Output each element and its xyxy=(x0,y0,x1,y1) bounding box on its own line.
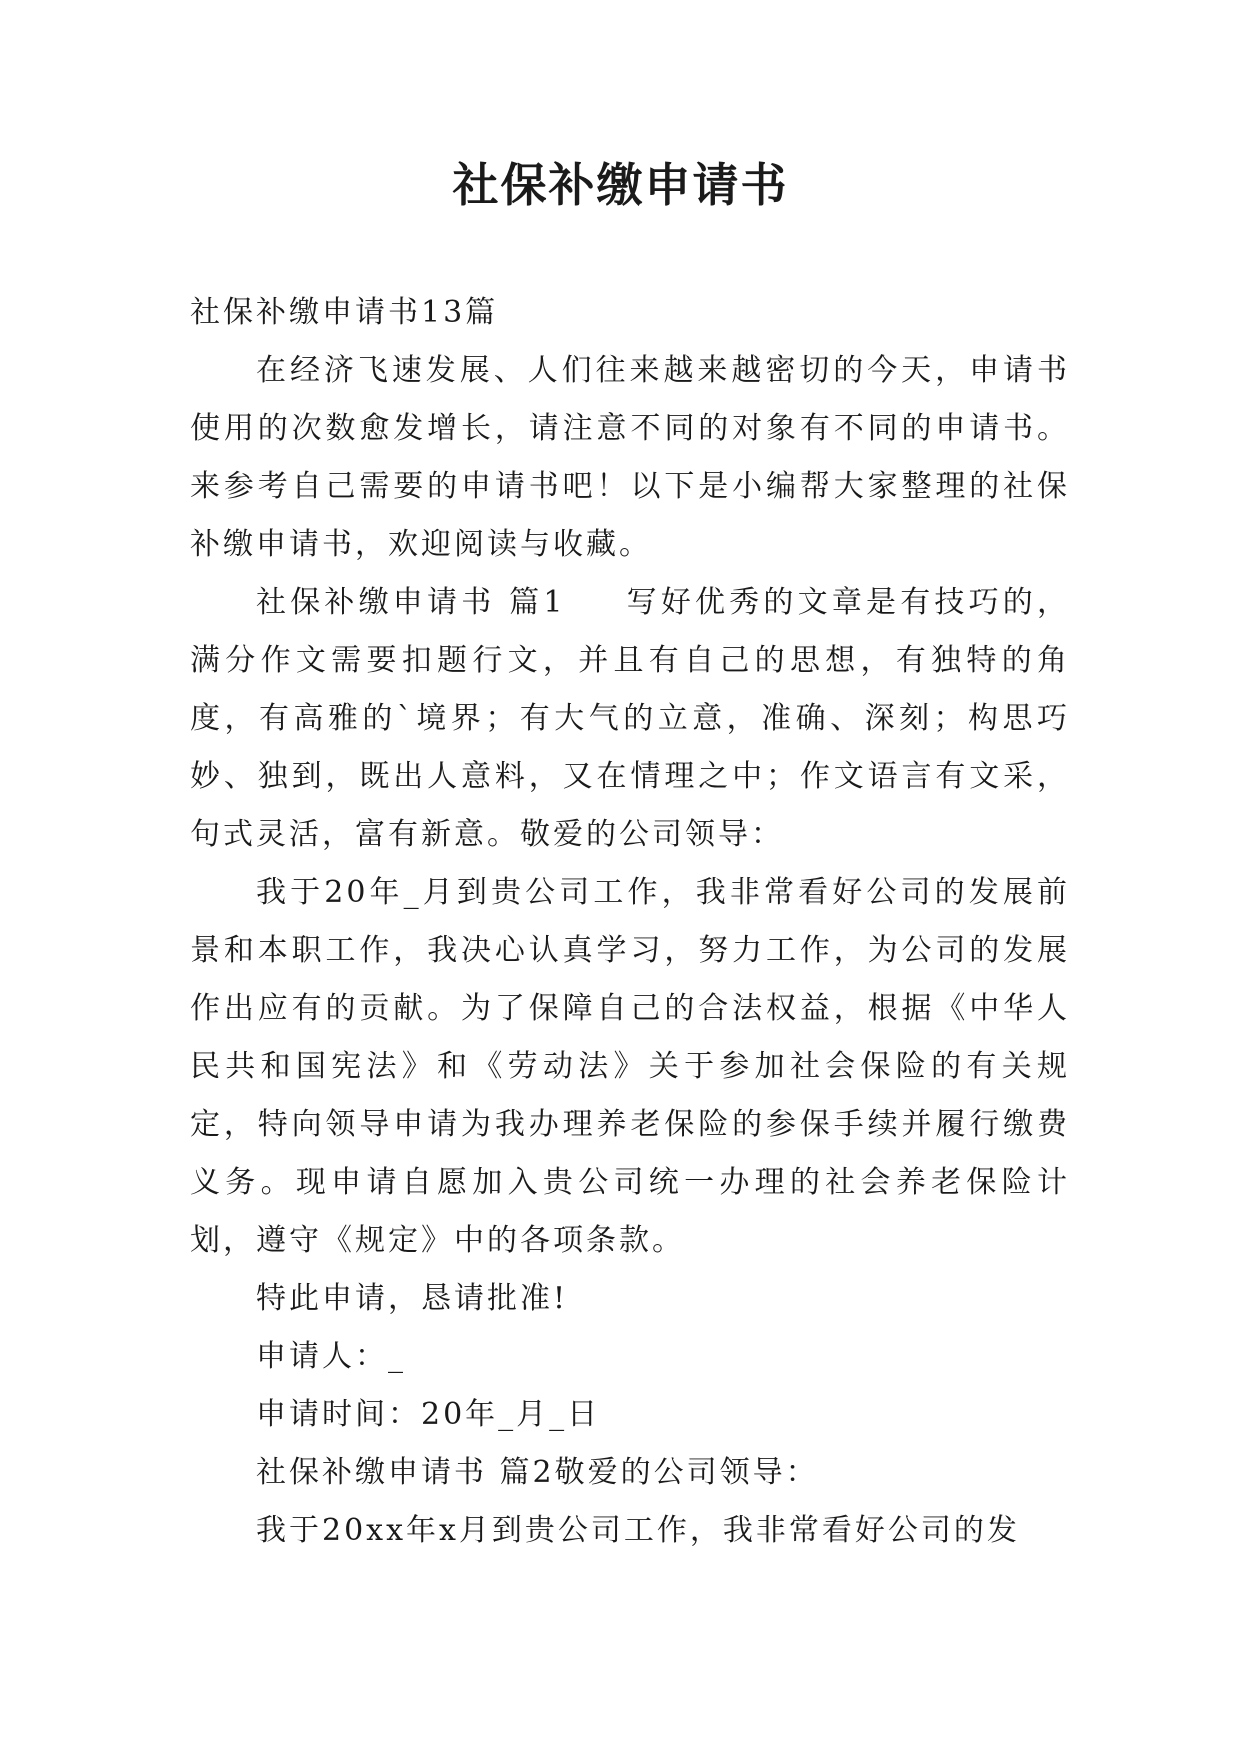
section1-text: 写好优秀的文章是有技巧的，满分作文需要扣题行文，并且有自己的思想，有独特的角度，有高雅的`境界；有大气的立意，准确、深刻；构思巧妙、独到，既出人意料，又在情理之中；作文语言有文采，句式灵活，富有新意。敬爱的公司领导： xyxy=(190,585,1071,852)
section1-body-paragraph: 我于20年_月到贵公司工作，我非常看好公司的发展前景和本职工作，我决心认真学习，努力工作，为公司的发展作出应有的贡献。为了保障自己的合法权益，根据《中华人民共和国宪法》和《劳动法》关于参加社会保险的有关规定，特向领导申请为我办理养老保险的参保手续并履行缴费义务。现申请自愿加入贵公司统一办理的社会养老保险计划，遵守《规定》中的各项条款。 xyxy=(190,875,1070,1258)
section2-heading: 社保补缴申请书 篇2敬爱的公司领导： xyxy=(256,1455,819,1490)
apply-date-line: 申请时间：20年_月_日 xyxy=(256,1397,601,1432)
document-title: 社保补缴申请书 xyxy=(452,158,789,212)
section2-body-paragraph: 我于20xx年x月到贵公司工作，我非常看好公司的发 xyxy=(256,1513,1020,1548)
intro-paragraph: 在经济飞速发展、人们往来越来越密切的今天，申请书使用的次数愈发增长，请注意不同的对象有不同的申请书。来参考自己需要的申请书吧！以下是小编帮大家整理的社保补缴申请书，欢迎阅读与收藏。 xyxy=(190,353,1070,562)
document-body xyxy=(190,284,1070,1560)
document-subtitle: 社保补缴申请书13篇 xyxy=(190,295,499,330)
section1-paragraph xyxy=(190,574,1070,864)
section1-heading: 社保补缴申请书 篇1 xyxy=(256,585,566,620)
applicant-line: 申请人：_ xyxy=(256,1339,406,1374)
closing-line: 特此申请，恳请批准! xyxy=(256,1281,569,1316)
